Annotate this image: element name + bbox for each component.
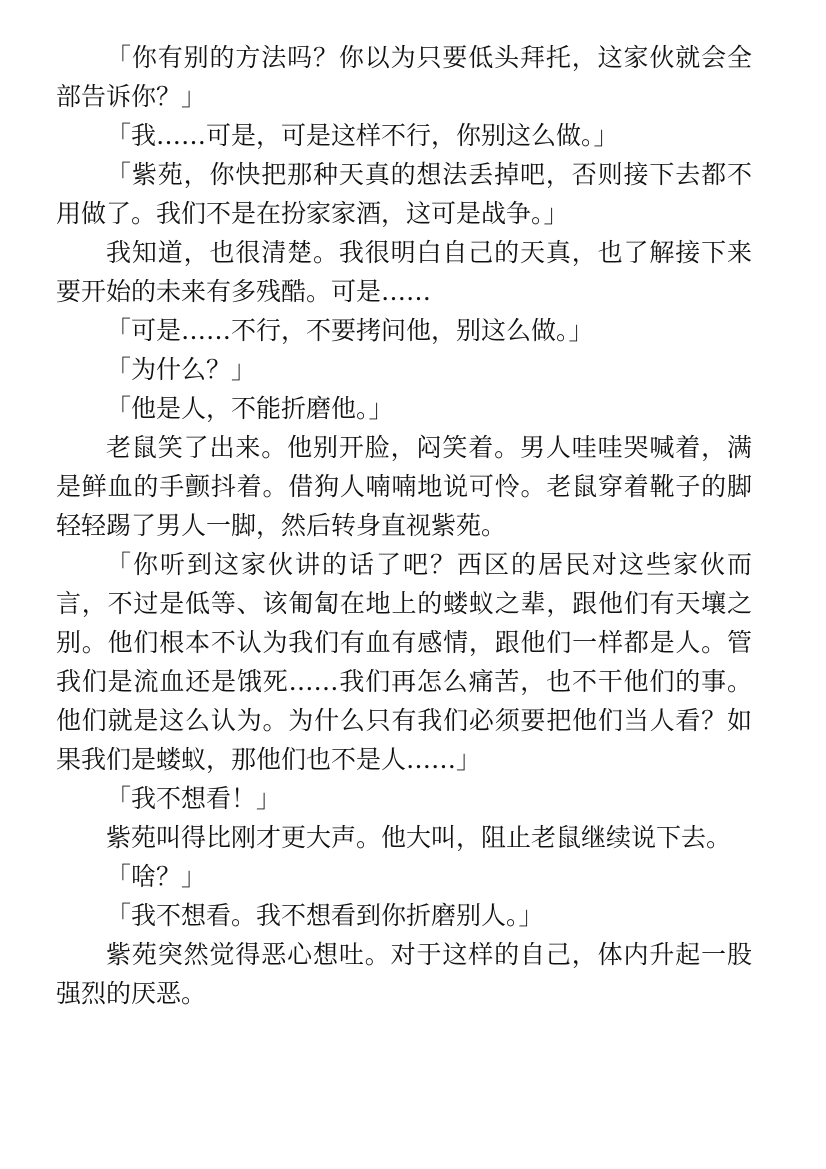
paragraph: 「可是……不行，不要拷问他，别这么做。」 <box>106 316 594 345</box>
document-page <box>56 38 752 1013</box>
paragraph: 我知道，也很清楚。我很明白自己的天真，也了解接下来要开始的未来有多残酷。可是…… <box>56 238 752 306</box>
paragraph: 「我……可是，可是这样不行，你别这么做。」 <box>106 121 619 150</box>
paragraph: 「紫苑，你快把那种天真的想法丢掉吧，否则接下去都不用做了。我们不是在扮家家酒，这可是战争。」 <box>56 160 752 228</box>
paragraph: 「为什么？」 <box>106 355 257 384</box>
paragraph: 「你有别的方法吗？你以为只要低头拜托，这家伙就会全部告诉你？」 <box>56 43 752 111</box>
paragraph: 「我不想看！」 <box>106 784 282 813</box>
paragraph: 老鼠笑了出来。他别开脸，闷笑着。男人哇哇哭喊着，满是鲜血的手颤抖着。借狗人喃喃地说可怜。老鼠穿着靴子的脚轻轻踢了男人一脚，然后转身直视紫苑。 <box>56 433 752 540</box>
paragraph: 紫苑突然觉得恶心想吐。对于这样的自己，体内升起一股强烈的厌恶。 <box>56 940 752 1008</box>
paragraph: 「他是人，不能折磨他。」 <box>106 394 394 423</box>
paragraph: 紫苑叫得比刚才更大声。他大叫，阻止老鼠继续说下去。 <box>106 823 732 852</box>
paragraph: 「你听到这家伙讲的话了吧？西区的居民对这些家伙而言，不过是低等、该匍匐在地上的蝼蚁之辈，跟他们有天壤之别。他们根本不认为我们有血有感情，跟他们一样都是人。管我们是流血还是饿死……我们再怎么痛苦，也不干他们的事。他们就是这么认为。为什么只有我们必须要把他们当人看？如果我们是蝼蚁，那他们也不是人……」 <box>56 550 752 774</box>
paragraph: 「啥？」 <box>106 862 207 891</box>
paragraph: 「我不想看。我不想看到你折磨别人。」 <box>106 901 544 930</box>
